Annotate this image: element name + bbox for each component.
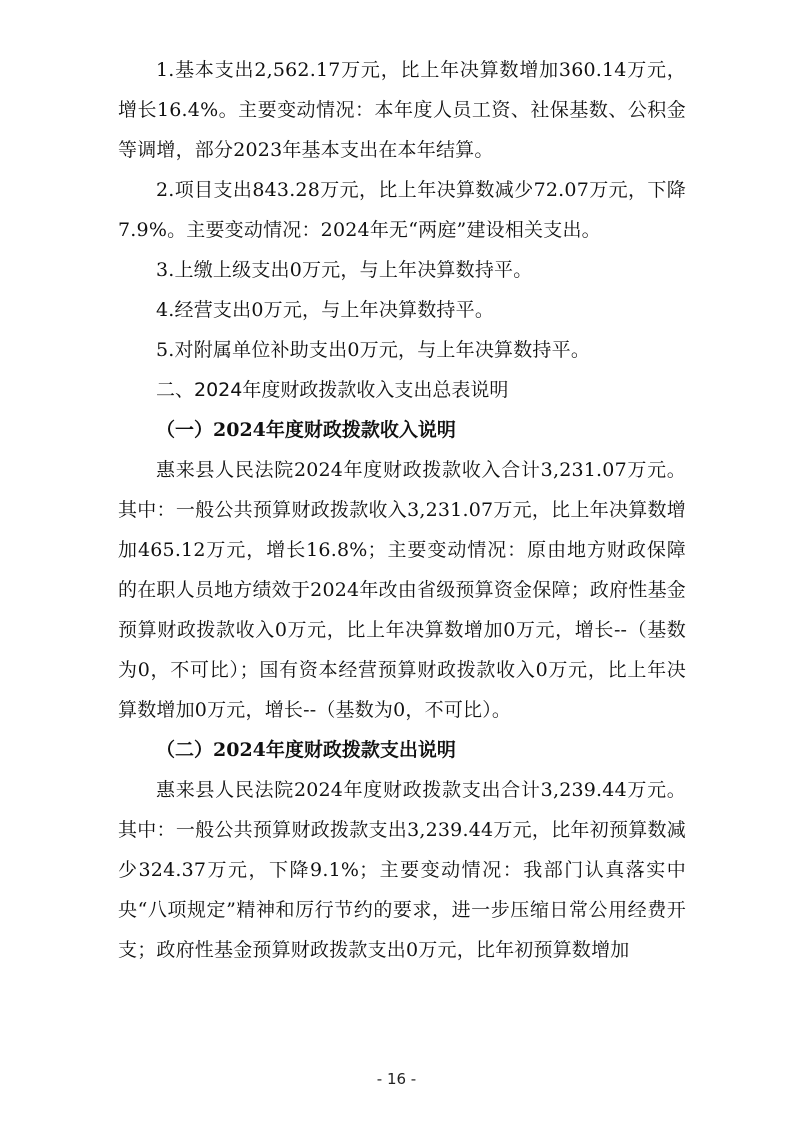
subheading-expenditure: （二）2024年度财政拨款支出说明 bbox=[156, 739, 456, 761]
section-heading: 二、2024年度财政拨款收入支出总表说明 bbox=[156, 379, 509, 401]
page-number: - 16 - bbox=[376, 1070, 417, 1088]
paragraph-operating-expenditure: 4.经营支出0万元，与上年决算数持平。 bbox=[156, 299, 495, 321]
paragraph-upper-level-payment: 3.上缴上级支出0万元，与上年决算数持平。 bbox=[156, 259, 533, 281]
subheading-income: （一）2024年度财政拨款收入说明 bbox=[156, 419, 456, 441]
paragraph-expenditure: 惠来县人民法院2024年度财政拨款支出合计3,239.44万元。其中：一般公共预算财政拨款支出3,239.44万元，比年初预算数减少324.37万元，下降9.1%；主要变动情况：我部门认真落实中央“八项规定”精神和厉行节约的要求，进一步压缩日常公用经费开支；政府性基金预算财政拨款支出0万元，比年初预算数增加 bbox=[118, 779, 686, 961]
paragraph-subsidiary-subsidy: 5.对附属单位补助支出0万元，与上年决算数持平。 bbox=[156, 339, 591, 361]
page-body bbox=[118, 50, 686, 970]
paragraph-basic-expenditure: 1.基本支出2,562.17万元，比上年决算数增加360.14万元，增长16.4%。主要变动情况：本年度人员工资、社保基数、公积金等调增，部分2023年基本支出在本年结算。 bbox=[118, 59, 686, 161]
paragraph-income: 惠来县人民法院2024年度财政拨款收入合计3,231.07万元。其中：一般公共预算财政拨款收入3,231.07万元，比上年决算数增加465.12万元，增长16.8%；主要变动情况：原由地方财政保障的在职人员地方绩效于2024年改由省级预算资金保障；政府性基金预算财政拨款收入0万元，比上年决算数增加0万元，增长--（基数为0，不可比）；国有资本经营预算财政拨款收入0万元，比上年决算数增加0万元，增长--（基数为0，不可比）。 bbox=[118, 459, 686, 721]
paragraph-project-expenditure: 2.项目支出843.28万元，比上年决算数减少72.07万元，下降7.9%。主要变动情况：2024年无“两庭”建设相关支出。 bbox=[118, 179, 686, 241]
